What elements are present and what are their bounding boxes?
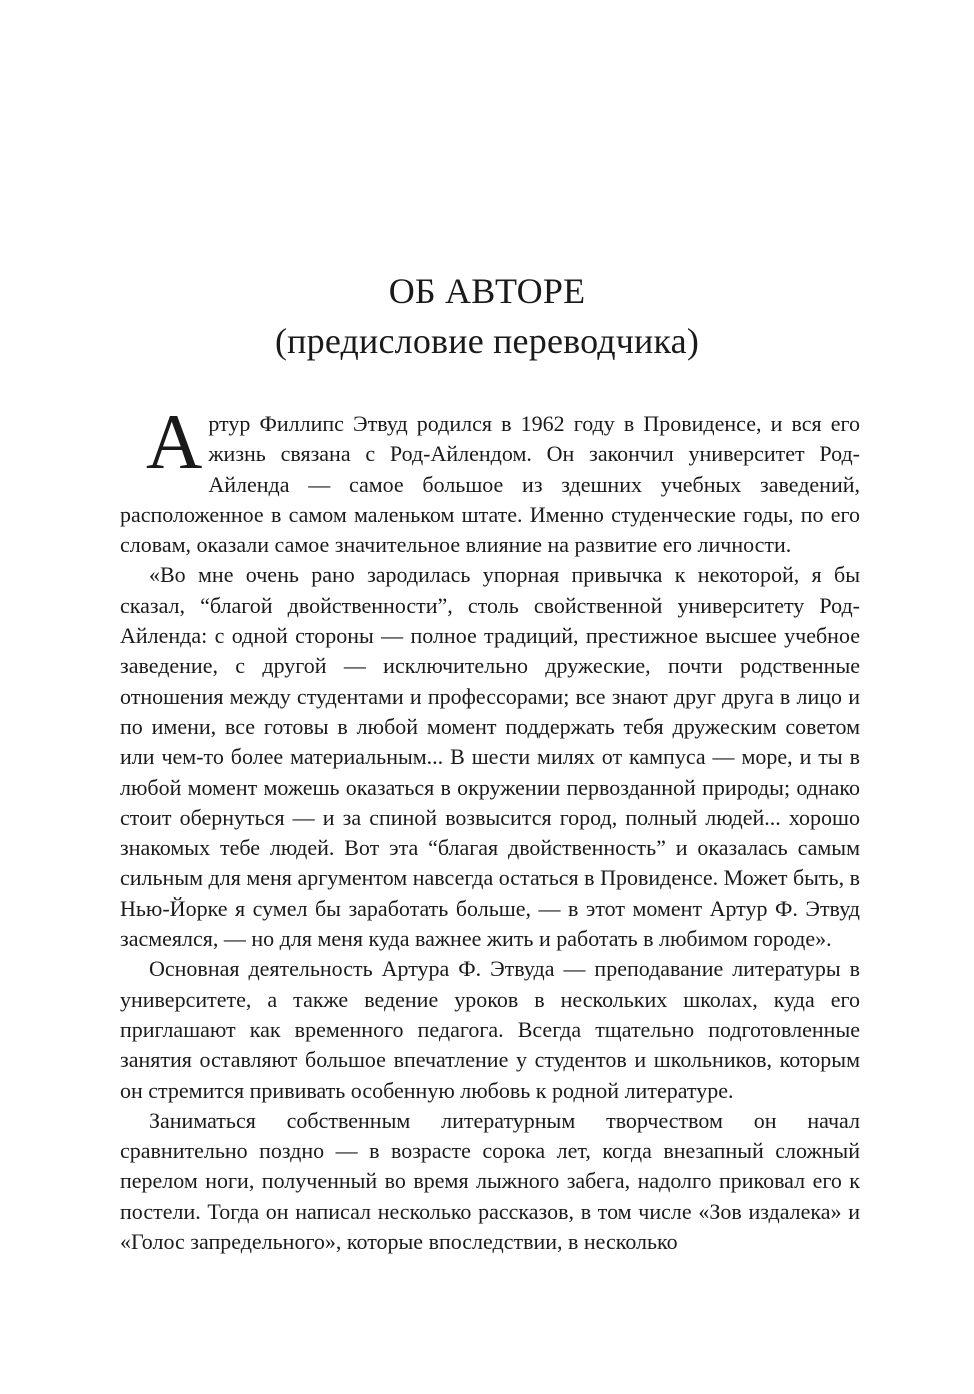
paragraph-1 xyxy=(120,398,860,560)
paragraph-4: Заниматься собственным литературным творчеством он начал сравнительно поздно — в возрасте сорока лет, когда внезапный сложный перелом ноги, полученный во время лыжного забега, надолго приковал его к постели. Тогда он написал несколько рассказов, в том числе «Зов издалека» и «Голос запредельного», которые впоследствии, в несколько xyxy=(120,1107,860,1255)
paragraph-2: «Во мне очень рано зародилась упорная привычка к некоторой, я бы сказал, “благой двойственности”, столь свойственной университету Род-Айленда: с одной стороны — полное традиций, престижное высшее учебное заведение, с другой — исключительно дружеские, почти родственные отношения между студентами и профессорами; все знают друг друга в лицо и по имени, все готовы в любой момент поддержать тебя дружеским советом или чем-то более материальным... В шести милях от кампуса — море, и ты в любой момент можешь оказаться в окружении первозданной природы; однако стоит обернуться — и за спиной возвысится город, полный людей... хорошо знакомых тебе людей. Вот эта “благая двойственность” и оказалась самым сильным для меня аргументом навсегда остаться в Провиденсе. Может быть, в Нью-Йорке я сумел бы заработать больше, — в этот момент Артур Ф. Этвуд засмеялся, — но для меня куда важнее жить и работать в любимом городе». xyxy=(120,562,860,952)
page-subtitle: (предисловие переводчика) xyxy=(274,321,700,361)
page-title: ОБ АВТОРЕ xyxy=(388,271,586,311)
drop-cap: А xyxy=(146,398,203,485)
paragraph-1-text: ртур Филлипс Этвуд родился в 1962 году в Провиденсе, и вся его жизнь связана с Род-Айлендом. Он закончил университет Род-Айленда — самое большое из здешних учебных заведений, расположенное в самом маленьком штате. Именно студенческие годы, по его словам, оказали самое значительное влияние на развитие его личности. xyxy=(120,411,860,558)
body-text xyxy=(120,398,860,1257)
paragraph-3: Основная деятельность Артура Ф. Этвуда — преподавание литературы в университете, а также ведение уроков в нескольких школах, куда его приглашают как временного педагога. Всегда тщательно подготовленные занятия оставляют большое впечатление у студентов и школьников, которым он стремится прививать особенную любовь к родной литературе. xyxy=(120,956,860,1103)
